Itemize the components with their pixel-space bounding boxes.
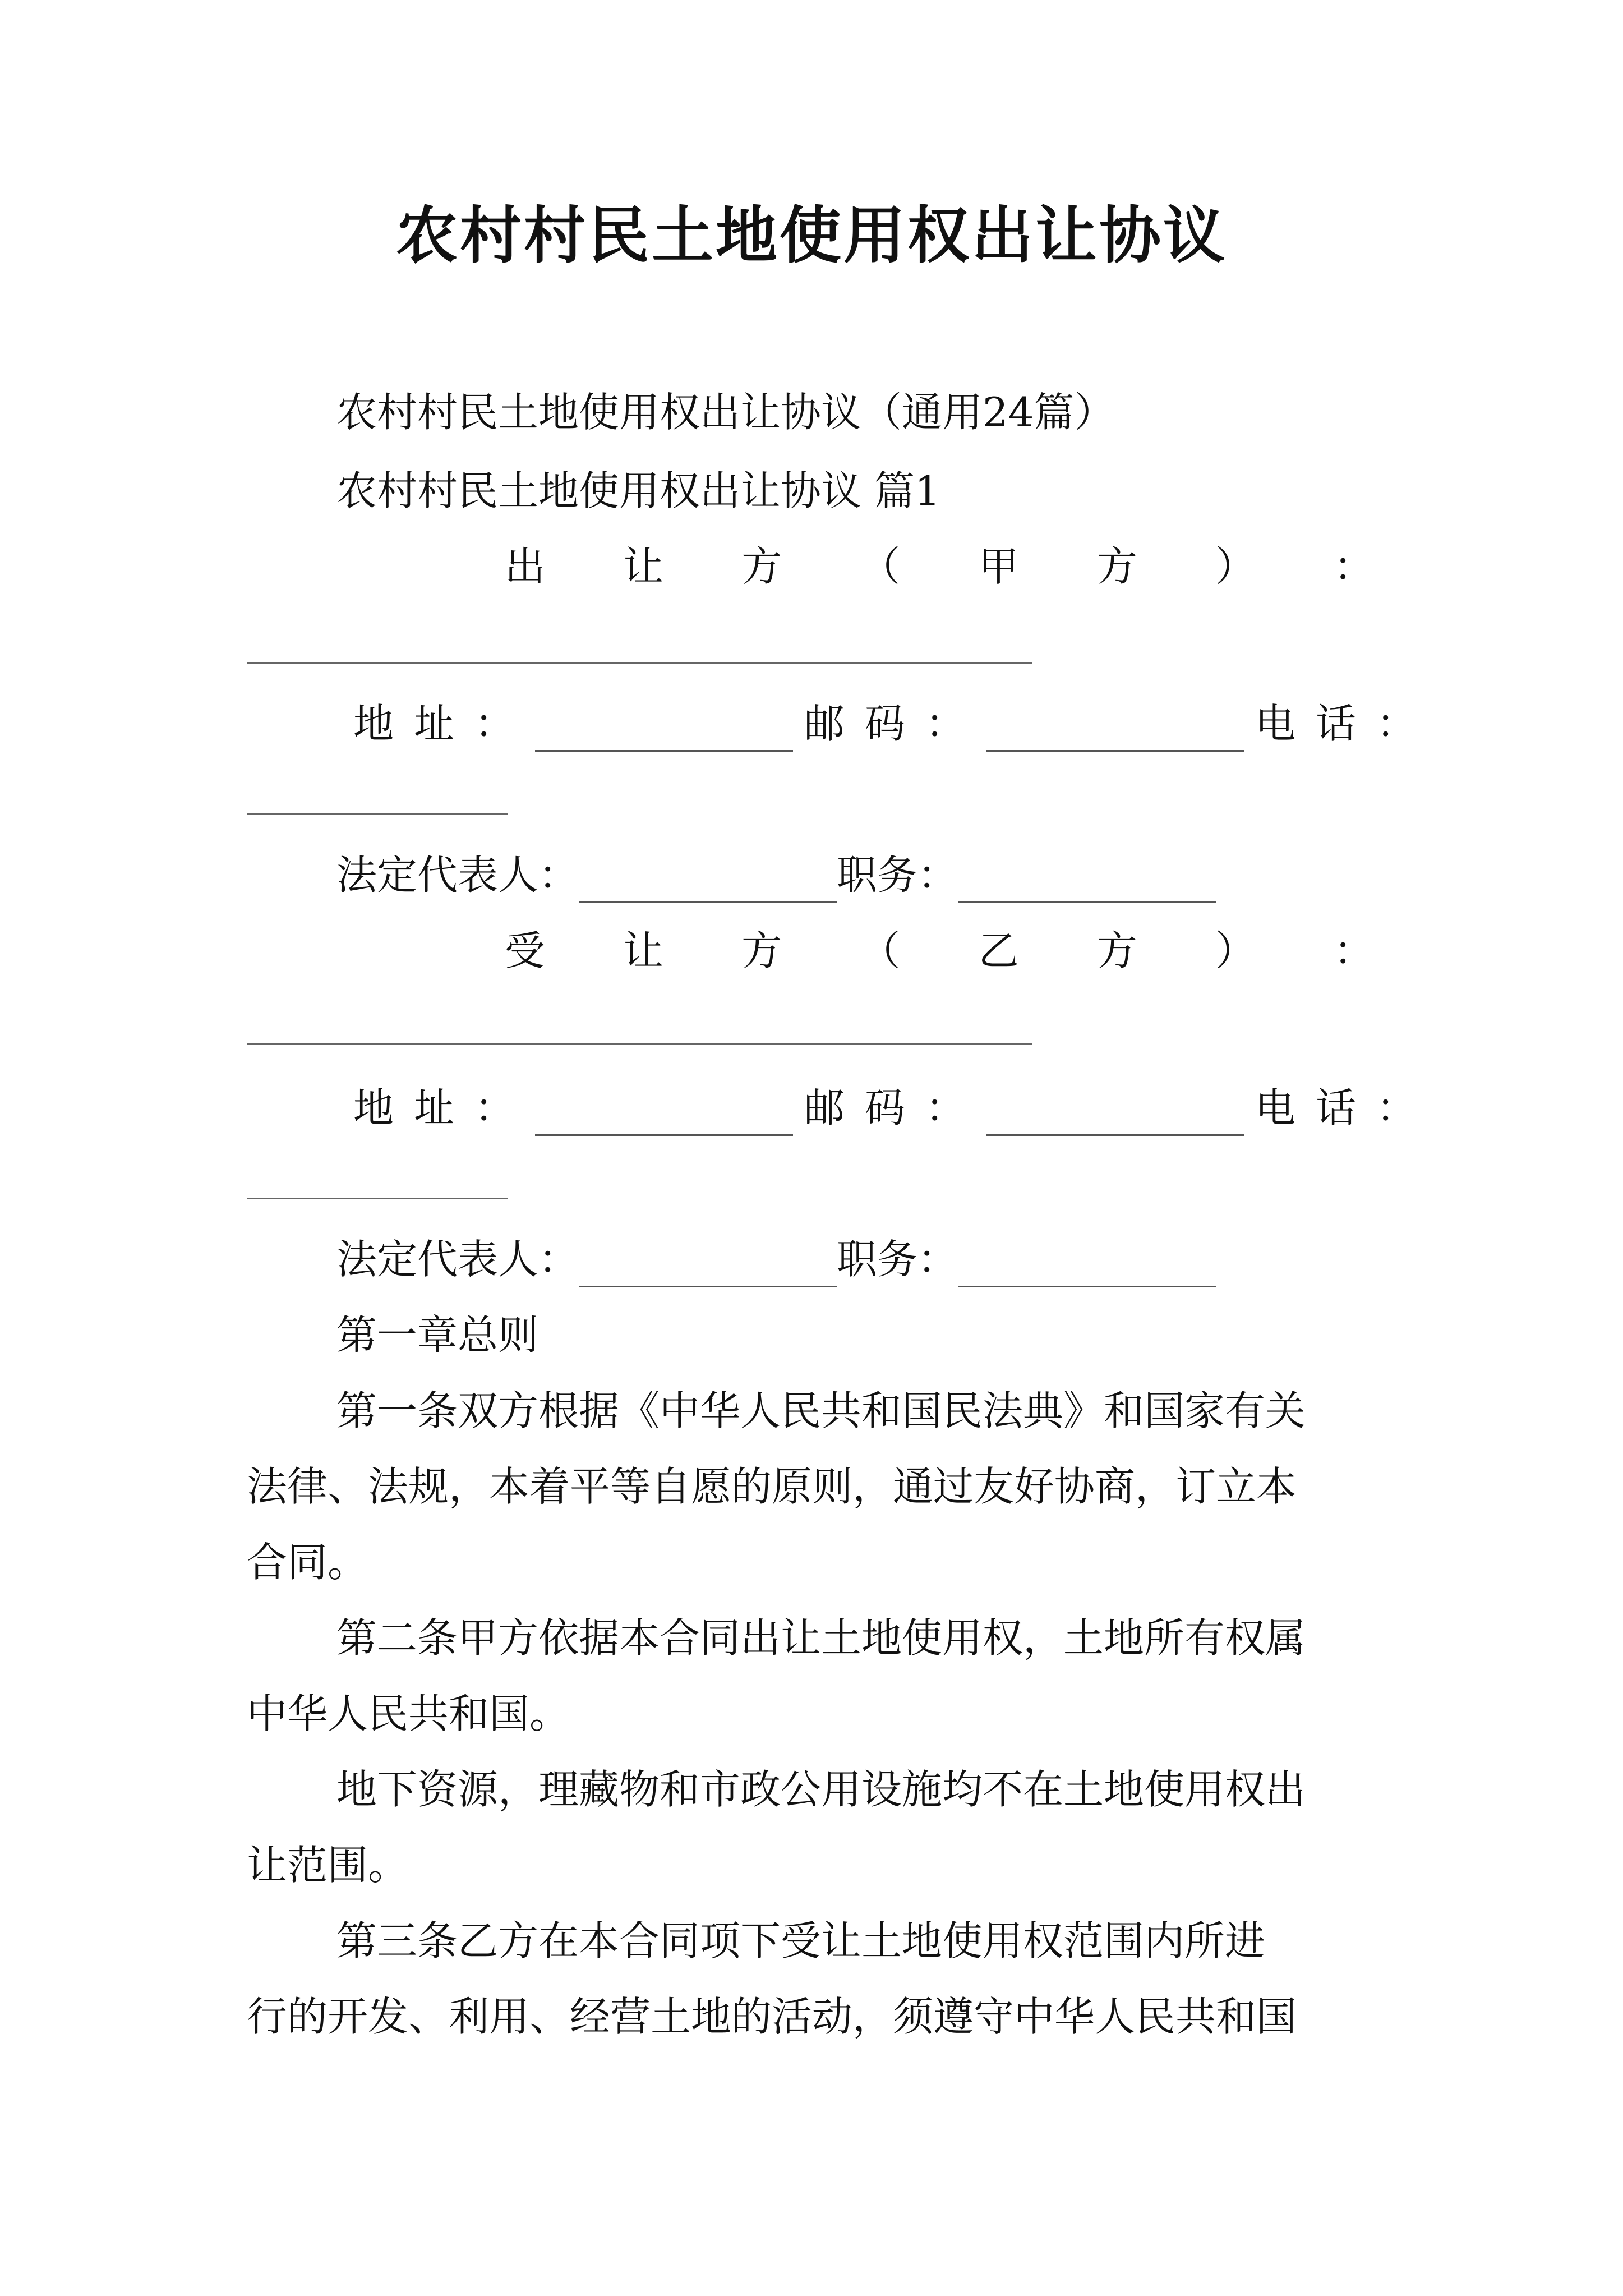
party-b-position-label: 职务：	[837, 1236, 958, 1283]
party-a-char: 让	[623, 543, 664, 590]
party-b-name-blank[interactable]	[247, 1043, 1032, 1045]
party-b-postcode-label: 邮码：	[804, 1084, 986, 1131]
party-b-address-blank[interactable]	[535, 1130, 793, 1136]
party-a-char: ：	[1333, 543, 1374, 590]
party-a-name-blank[interactable]	[247, 662, 1032, 664]
party-a-char: （	[860, 543, 901, 590]
party-b-char: 方	[1096, 927, 1137, 974]
party-a-position-label: 职务：	[837, 852, 958, 899]
party-b-char: ：	[1333, 927, 1374, 974]
party-b-char: 方	[741, 927, 782, 974]
party-b-legal-rep-blank[interactable]	[579, 1281, 837, 1287]
resources-line1: 地下资源，理藏物和市政公用设施均不在土地使用权出	[336, 1766, 1306, 1813]
party-a-address-blank[interactable]	[535, 746, 793, 752]
article1-line2: 法律、法规，本着平等自愿的原则，通过友好协商，订立本	[247, 1463, 1297, 1510]
party-a-position-blank[interactable]	[958, 897, 1216, 903]
party-a-char: 方	[741, 543, 782, 590]
party-b-position-blank[interactable]	[958, 1281, 1216, 1287]
section-heading: 农村村民土地使用权出让协议 篇1	[336, 467, 940, 514]
chapter-heading: 第一章总则	[336, 1312, 539, 1359]
article1-line3: 合同。	[247, 1539, 368, 1586]
party-b-char: 让	[623, 927, 664, 974]
party-b-label	[505, 923, 1374, 979]
party-a-legal-rep-label: 法定代表人：	[336, 852, 579, 899]
party-b-char: 受	[505, 927, 546, 974]
party-a-contact-row	[353, 696, 1437, 752]
party-b-postcode-blank[interactable]	[986, 1130, 1244, 1136]
party-b-contact-row	[353, 1080, 1437, 1136]
subtitle: 农村村民土地使用权出让协议（通用24篇）	[336, 389, 1115, 436]
party-a-char: 甲	[978, 543, 1019, 590]
party-a-postcode-label: 邮码：	[804, 700, 986, 747]
document-title: 农村村民土地使用权出让协议	[396, 199, 1227, 272]
party-a-label	[505, 539, 1374, 595]
article1-line1: 第一条双方根据《中华人民共和国民法典》和国家有关	[336, 1387, 1306, 1434]
article3-line2: 行的开发、利用、经营土地的活动，须遵守中华人民共和国	[247, 1993, 1297, 2040]
party-b-char: 乙	[978, 927, 1019, 974]
article3-line1: 第三条乙方在本合同项下受让土地使用权范围内所进	[336, 1917, 1266, 1964]
party-b-phone-label: 电话：	[1255, 1084, 1437, 1131]
party-a-address-label: 地址：	[353, 700, 536, 747]
party-a-char: 出	[505, 543, 546, 590]
party-b-phone-blank[interactable]	[247, 1198, 508, 1199]
party-a-char: 方	[1096, 543, 1137, 590]
party-a-phone-blank[interactable]	[247, 813, 508, 815]
party-a-legal-rep-blank[interactable]	[579, 897, 837, 903]
party-b-char: ）	[1215, 927, 1256, 974]
party-b-legal-rep-label: 法定代表人：	[336, 1236, 579, 1283]
party-b-rep-row	[336, 1231, 1216, 1287]
article2-line2: 中华人民共和国。	[247, 1690, 570, 1737]
party-a-phone-label: 电话：	[1255, 700, 1437, 747]
party-b-address-label: 地址：	[353, 1084, 536, 1131]
party-a-postcode-blank[interactable]	[986, 746, 1244, 752]
party-b-char: （	[860, 927, 901, 974]
article2-line1: 第二条甲方依据本合同出让土地使用权，土地所有权属	[336, 1614, 1306, 1662]
party-a-rep-row	[336, 847, 1216, 903]
resources-line2: 让范围。	[247, 1842, 409, 1889]
party-a-char: ）	[1215, 543, 1256, 590]
